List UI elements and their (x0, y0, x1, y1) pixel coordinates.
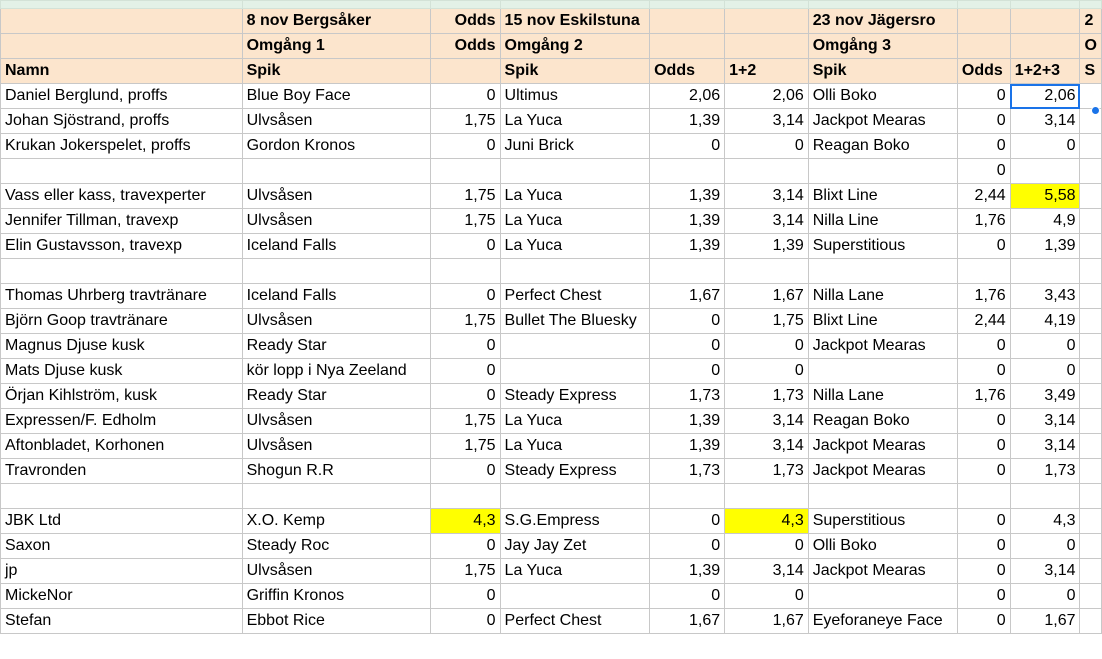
cell-spik1[interactable]: Steady Roc (242, 534, 430, 559)
cell-spik2[interactable]: La Yuca (500, 209, 650, 234)
cell-name[interactable]: Expressen/F. Edholm (1, 409, 243, 434)
strip-cell (431, 1, 500, 9)
cell-spik3[interactable]: Olli Boko (808, 534, 957, 559)
header-cell-name[interactable] (1, 34, 243, 59)
header-cell-odds1[interactable]: Odds (431, 9, 500, 34)
cell-name[interactable] (1, 484, 243, 509)
cell-spik1[interactable] (242, 159, 430, 184)
cell-spik2[interactable]: Ultimus (500, 84, 650, 109)
header-cell-spik2[interactable]: Spik (500, 59, 650, 84)
cell-name[interactable]: Krukan Jokerspelet, proffs (1, 134, 243, 159)
cell-odds1[interactable] (431, 159, 500, 184)
cell-next[interactable] (1080, 334, 1102, 359)
cell-spik3[interactable] (808, 159, 957, 184)
cell-odds1[interactable] (431, 484, 500, 509)
cell-odds2[interactable] (650, 259, 725, 284)
cell-odds1[interactable]: 1,75 (431, 209, 500, 234)
cell-sum12[interactable]: 3,14 (725, 209, 809, 234)
cell-sum123[interactable]: 4,3 (1010, 509, 1080, 534)
cell-spik1[interactable]: Ebbot Rice (242, 609, 430, 634)
cell-name[interactable]: Saxon (1, 534, 243, 559)
cell-odds1[interactable]: 0 (431, 334, 500, 359)
cell-spik1[interactable]: Ulvsåsen (242, 184, 430, 209)
cell-sum12[interactable]: 0 (725, 534, 809, 559)
cell-name[interactable]: Stefan (1, 609, 243, 634)
cell-sum123[interactable] (1010, 259, 1080, 284)
header-cell-spik3[interactable]: Spik (808, 59, 957, 84)
cell-sum123[interactable]: 3,43 (1010, 284, 1080, 309)
cell-name[interactable] (1, 159, 243, 184)
cell-odds3[interactable]: 2,44 (957, 309, 1010, 334)
cell-name[interactable]: MickeNor (1, 584, 243, 609)
cell-next[interactable] (1080, 534, 1102, 559)
cell-spik3[interactable]: Blixt Line (808, 309, 957, 334)
table-row (1, 509, 1102, 534)
cell-odds2[interactable]: 1,39 (650, 184, 725, 209)
cell-sum123[interactable]: 0 (1010, 334, 1080, 359)
cell-spik2[interactable] (500, 259, 650, 284)
cell-sum12[interactable]: 0 (725, 334, 809, 359)
header-cell-sum12[interactable] (725, 9, 809, 34)
cell-odds1[interactable]: 0 (431, 459, 500, 484)
header-cell-spik1[interactable]: Spik (242, 59, 430, 84)
cell-sum123[interactable]: 2,06 (1010, 84, 1080, 109)
strip-cell (1080, 1, 1102, 9)
cell-spik2[interactable]: Juni Brick (500, 134, 650, 159)
cell-sum123[interactable]: 0 (1010, 534, 1080, 559)
table-row (1, 309, 1102, 334)
header-cell-odds3[interactable] (957, 9, 1010, 34)
cell-spik2[interactable]: La Yuca (500, 234, 650, 259)
cell-sum12[interactable]: 0 (725, 359, 809, 384)
cell-odds3[interactable]: 2,44 (957, 184, 1010, 209)
cell-spik1[interactable]: kör lopp i Nya Zeeland (242, 359, 430, 384)
cell-odds1[interactable]: 0 (431, 584, 500, 609)
cell-sum123[interactable]: 3,49 (1010, 384, 1080, 409)
cell-odds2[interactable]: 0 (650, 334, 725, 359)
cell-next[interactable] (1080, 559, 1102, 584)
cell-sum12[interactable]: 1,67 (725, 284, 809, 309)
cell-odds2[interactable]: 0 (650, 309, 725, 334)
cell-sum12[interactable]: 3,14 (725, 434, 809, 459)
header-cell-odds1[interactable] (431, 59, 500, 84)
cell-odds1[interactable]: 0 (431, 84, 500, 109)
cell-sum123[interactable]: 4,19 (1010, 309, 1080, 334)
cell-odds2[interactable]: 1,39 (650, 209, 725, 234)
header-cell-odds3[interactable] (957, 34, 1010, 59)
cell-odds2[interactable]: 0 (650, 134, 725, 159)
cell-spik3[interactable] (808, 484, 957, 509)
strip-cell (725, 1, 809, 9)
cell-odds2[interactable]: 1,39 (650, 559, 725, 584)
cell-spik3[interactable]: Olli Boko (808, 84, 957, 109)
cell-name[interactable]: Johan Sjöstrand, proffs (1, 109, 243, 134)
cell-name[interactable]: Mats Djuse kusk (1, 359, 243, 384)
cell-spik3[interactable]: Jackpot Mearas (808, 109, 957, 134)
cell-spik3[interactable]: Superstitious (808, 234, 957, 259)
cell-odds1[interactable]: 0 (431, 134, 500, 159)
cell-sum12[interactable]: 1,73 (725, 459, 809, 484)
header-cell-odds2[interactable]: Odds (650, 59, 725, 84)
cell-spik3[interactable]: Blixt Line (808, 184, 957, 209)
table-row (1, 334, 1102, 359)
cell-odds2[interactable] (650, 159, 725, 184)
cell-next[interactable] (1080, 84, 1102, 109)
cell-spik1[interactable] (242, 484, 430, 509)
cell-next[interactable] (1080, 159, 1102, 184)
cell-spik1[interactable]: X.O. Kemp (242, 509, 430, 534)
frozen-strip (1, 1, 1102, 9)
table-row (1, 284, 1102, 309)
header-cell-sum123[interactable] (1010, 9, 1080, 34)
header-cell-name[interactable]: Namn (1, 59, 243, 84)
cell-name[interactable]: Vass eller kass, travexperter (1, 184, 243, 209)
cell-sum12[interactable]: 4,3 (725, 509, 809, 534)
cell-odds2[interactable] (650, 484, 725, 509)
table-row (1, 359, 1102, 384)
cell-odds1[interactable]: 1,75 (431, 309, 500, 334)
cell-sum12[interactable]: 0 (725, 134, 809, 159)
cell-name[interactable]: Elin Gustavsson, travexp (1, 234, 243, 259)
cell-odds2[interactable]: 1,67 (650, 609, 725, 634)
cell-spik2[interactable]: La Yuca (500, 409, 650, 434)
cell-sum123[interactable]: 5,58 (1010, 184, 1080, 209)
cell-odds1[interactable]: 1,75 (431, 184, 500, 209)
cell-sum12[interactable] (725, 159, 809, 184)
cell-sum123[interactable]: 0 (1010, 134, 1080, 159)
cell-name[interactable] (1, 259, 243, 284)
cell-spik2[interactable]: La Yuca (500, 559, 650, 584)
cell-spik1[interactable]: Ulvsåsen (242, 109, 430, 134)
cell-spik1[interactable]: Blue Boy Face (242, 84, 430, 109)
cell-spik3[interactable] (808, 584, 957, 609)
cell-spik3[interactable]: Reagan Boko (808, 409, 957, 434)
header-cell-spik2[interactable]: 15 nov Eskilstuna (500, 9, 650, 34)
cell-odds3[interactable]: 0 (957, 559, 1010, 584)
cell-odds2[interactable]: 0 (650, 509, 725, 534)
header-cell-next[interactable]: 2 (1080, 9, 1102, 34)
cell-next[interactable] (1080, 459, 1102, 484)
table-row (1, 459, 1102, 484)
cell-spik1[interactable]: Iceland Falls (242, 234, 430, 259)
cell-odds3[interactable]: 0 (957, 84, 1010, 109)
table-row (1, 534, 1102, 559)
strip-cell (1, 1, 243, 9)
cell-name[interactable]: Magnus Djuse kusk (1, 334, 243, 359)
cell-odds1[interactable]: 1,75 (431, 409, 500, 434)
cell-name[interactable]: Thomas Uhrberg travtränare (1, 284, 243, 309)
cell-odds3[interactable]: 0 (957, 534, 1010, 559)
cell-odds2[interactable]: 0 (650, 359, 725, 384)
cell-odds1[interactable] (431, 259, 500, 284)
cell-spik2[interactable]: La Yuca (500, 434, 650, 459)
cell-sum12[interactable]: 2,06 (725, 84, 809, 109)
cell-sum123[interactable]: 3,14 (1010, 559, 1080, 584)
cell-next[interactable] (1080, 209, 1102, 234)
cell-spik1[interactable]: Ulvsåsen (242, 409, 430, 434)
cell-spik3[interactable]: Jackpot Mearas (808, 334, 957, 359)
cell-name[interactable]: Björn Goop travtränare (1, 309, 243, 334)
cell-sum123[interactable]: 3,14 (1010, 109, 1080, 134)
cell-next[interactable] (1080, 409, 1102, 434)
cell-spik1[interactable]: Ulvsåsen (242, 434, 430, 459)
table-row (1, 234, 1102, 259)
cell-next[interactable] (1080, 509, 1102, 534)
table-row (1, 259, 1102, 284)
cell-spik3[interactable]: Superstitious (808, 509, 957, 534)
cell-sum12[interactable]: 3,14 (725, 409, 809, 434)
cell-next[interactable] (1080, 259, 1102, 284)
cell-sum123[interactable]: 3,14 (1010, 434, 1080, 459)
cell-name[interactable]: Aftonbladet, Korhonen (1, 434, 243, 459)
cell-odds3[interactable]: 1,76 (957, 284, 1010, 309)
cell-spik3[interactable]: Nilla Lane (808, 384, 957, 409)
cell-next[interactable] (1080, 134, 1102, 159)
cell-spik3[interactable]: Nilla Lane (808, 284, 957, 309)
strip-cell (500, 1, 650, 9)
cell-spik1[interactable]: Gordon Kronos (242, 134, 430, 159)
cell-sum12[interactable]: 1,75 (725, 309, 809, 334)
cell-spik1[interactable]: Iceland Falls (242, 284, 430, 309)
cell-spik3[interactable]: Nilla Line (808, 209, 957, 234)
header-cell-odds2[interactable] (650, 34, 725, 59)
cell-spik3[interactable] (808, 259, 957, 284)
table-row (1, 209, 1102, 234)
cell-next[interactable] (1080, 309, 1102, 334)
cell-sum12[interactable]: 0 (725, 584, 809, 609)
cell-odds1[interactable]: 0 (431, 284, 500, 309)
cell-sum123[interactable]: 4,9 (1010, 209, 1080, 234)
cell-spik3[interactable]: Jackpot Mearas (808, 459, 957, 484)
cell-sum123[interactable]: 1,73 (1010, 459, 1080, 484)
cell-name[interactable]: JBK Ltd (1, 509, 243, 534)
cell-odds3[interactable]: 0 (957, 109, 1010, 134)
header-cell-spik3[interactable]: 23 nov Jägersro (808, 9, 957, 34)
cell-next[interactable] (1080, 434, 1102, 459)
cell-sum12[interactable]: 1,39 (725, 234, 809, 259)
cell-odds1[interactable]: 0 (431, 534, 500, 559)
cell-odds3[interactable]: 0 (957, 509, 1010, 534)
header-cell-next[interactable]: O (1080, 34, 1102, 59)
cell-odds3[interactable]: 0 (957, 159, 1010, 184)
cell-spik2[interactable]: La Yuca (500, 109, 650, 134)
cell-spik1[interactable]: Ready Star (242, 334, 430, 359)
table-row (1, 384, 1102, 409)
cell-odds3[interactable]: 0 (957, 459, 1010, 484)
cell-spik3[interactable] (808, 359, 957, 384)
header-cell-odds1[interactable]: Odds (431, 34, 500, 59)
cell-sum12[interactable]: 1,73 (725, 384, 809, 409)
cell-spik1[interactable] (242, 259, 430, 284)
cell-odds2[interactable]: 0 (650, 584, 725, 609)
table-row (1, 559, 1102, 584)
cell-odds3[interactable]: 0 (957, 434, 1010, 459)
cell-odds3[interactable] (957, 484, 1010, 509)
cell-spik3[interactable]: Reagan Boko (808, 134, 957, 159)
cell-name[interactable]: Travronden (1, 459, 243, 484)
cell-odds1[interactable]: 0 (431, 234, 500, 259)
header-cell-name[interactable] (1, 9, 243, 34)
header-cell-sum123[interactable] (1010, 34, 1080, 59)
header-cell-sum123[interactable]: 1+2+3 (1010, 59, 1080, 84)
header-cell-odds3[interactable]: Odds (957, 59, 1010, 84)
cell-odds1[interactable]: 0 (431, 609, 500, 634)
cell-sum123[interactable]: 1,39 (1010, 234, 1080, 259)
cell-odds2[interactable]: 1,39 (650, 409, 725, 434)
cell-odds2[interactable]: 1,73 (650, 384, 725, 409)
cell-odds1[interactable]: 4,3 (431, 509, 500, 534)
header-row (1, 59, 1102, 84)
cell-odds2[interactable]: 1,39 (650, 109, 725, 134)
cell-odds3[interactable]: 0 (957, 234, 1010, 259)
strip-cell (242, 1, 430, 9)
cell-spik1[interactable]: Ready Star (242, 384, 430, 409)
cell-spik2[interactable]: Jay Jay Zet (500, 534, 650, 559)
cell-spik2[interactable] (500, 359, 650, 384)
header-cell-spik2[interactable]: Omgång 2 (500, 34, 650, 59)
cell-odds1[interactable]: 1,75 (431, 559, 500, 584)
cell-spik2[interactable] (500, 584, 650, 609)
cell-odds3[interactable]: 1,76 (957, 209, 1010, 234)
cell-spik3[interactable]: Jackpot Mearas (808, 559, 957, 584)
cell-name[interactable]: Örjan Kihlström, kusk (1, 384, 243, 409)
cell-odds3[interactable] (957, 259, 1010, 284)
table-row (1, 184, 1102, 209)
cell-next[interactable] (1080, 184, 1102, 209)
cell-sum12[interactable]: 1,67 (725, 609, 809, 634)
cell-spik1[interactable]: Shogun R.R (242, 459, 430, 484)
header-cell-sum12[interactable]: 1+2 (725, 59, 809, 84)
cell-odds2[interactable]: 1,73 (650, 459, 725, 484)
cell-sum12[interactable] (725, 484, 809, 509)
strip-cell (650, 1, 725, 9)
header-cell-spik1[interactable]: 8 nov Bergsåker (242, 9, 430, 34)
cell-spik1[interactable]: Ulvsåsen (242, 209, 430, 234)
cell-sum123[interactable] (1010, 484, 1080, 509)
cell-odds2[interactable]: 1,39 (650, 234, 725, 259)
cell-name[interactable]: Daniel Berglund, proffs (1, 84, 243, 109)
cell-spik3[interactable]: Jackpot Mearas (808, 434, 957, 459)
strip-cell (808, 1, 957, 9)
cell-sum12[interactable] (725, 259, 809, 284)
cell-sum12[interactable]: 3,14 (725, 184, 809, 209)
cell-spik2[interactable]: Steady Express (500, 384, 650, 409)
cell-odds3[interactable]: 0 (957, 134, 1010, 159)
cell-odds2[interactable]: 1,39 (650, 434, 725, 459)
strip-cell (957, 1, 1010, 9)
table-row (1, 609, 1102, 634)
cell-spik2[interactable]: Perfect Chest (500, 609, 650, 634)
table-row (1, 584, 1102, 609)
cell-odds3[interactable]: 0 (957, 334, 1010, 359)
cell-spik2[interactable]: Steady Express (500, 459, 650, 484)
cell-sum123[interactable] (1010, 159, 1080, 184)
cell-spik2[interactable] (500, 334, 650, 359)
cell-odds3[interactable]: 1,76 (957, 384, 1010, 409)
table-row (1, 84, 1102, 109)
selection-fill-handle[interactable] (1091, 106, 1100, 115)
cell-spik3[interactable]: Eyeforaneye Face (808, 609, 957, 634)
table-row (1, 409, 1102, 434)
cell-next[interactable] (1080, 484, 1102, 509)
cell-sum123[interactable]: 0 (1010, 584, 1080, 609)
cell-odds1[interactable]: 1,75 (431, 109, 500, 134)
table-row (1, 134, 1102, 159)
cell-spik2[interactable]: S.G.Empress (500, 509, 650, 534)
cell-spik1[interactable]: Griffin Kronos (242, 584, 430, 609)
header-row (1, 9, 1102, 34)
header-cell-sum12[interactable] (725, 34, 809, 59)
cell-odds2[interactable]: 1,67 (650, 284, 725, 309)
cell-next[interactable] (1080, 359, 1102, 384)
table-row (1, 159, 1102, 184)
cell-spik1[interactable]: Ulvsåsen (242, 309, 430, 334)
cell-odds1[interactable]: 0 (431, 359, 500, 384)
cell-spik2[interactable] (500, 484, 650, 509)
cell-odds2[interactable]: 0 (650, 534, 725, 559)
cell-next[interactable] (1080, 609, 1102, 634)
cell-next[interactable] (1080, 584, 1102, 609)
cell-odds2[interactable]: 2,06 (650, 84, 725, 109)
header-cell-spik1[interactable]: Omgång 1 (242, 34, 430, 59)
cell-next[interactable] (1080, 384, 1102, 409)
cell-odds3[interactable]: 0 (957, 359, 1010, 384)
table-row (1, 109, 1102, 134)
cell-odds3[interactable]: 0 (957, 409, 1010, 434)
header-row (1, 34, 1102, 59)
strip-cell (1010, 1, 1080, 9)
cell-spik2[interactable]: Bullet The Bluesky (500, 309, 650, 334)
cell-sum123[interactable]: 1,67 (1010, 609, 1080, 634)
cell-odds1[interactable]: 1,75 (431, 434, 500, 459)
cell-sum123[interactable]: 0 (1010, 359, 1080, 384)
cell-next[interactable] (1080, 234, 1102, 259)
cell-name[interactable]: jp (1, 559, 243, 584)
cell-sum123[interactable]: 3,14 (1010, 409, 1080, 434)
cell-sum12[interactable]: 3,14 (725, 109, 809, 134)
cell-spik1[interactable]: Ulvsåsen (242, 559, 430, 584)
cell-odds3[interactable]: 0 (957, 609, 1010, 634)
cell-name[interactable]: Jennifer Tillman, travexp (1, 209, 243, 234)
header-cell-spik3[interactable]: Omgång 3 (808, 34, 957, 59)
cell-sum12[interactable]: 3,14 (725, 559, 809, 584)
header-cell-odds2[interactable] (650, 9, 725, 34)
cell-spik2[interactable] (500, 159, 650, 184)
table-row (1, 434, 1102, 459)
cell-odds1[interactable]: 0 (431, 384, 500, 409)
cell-spik2[interactable]: Perfect Chest (500, 284, 650, 309)
cell-odds3[interactable]: 0 (957, 584, 1010, 609)
cell-spik2[interactable]: La Yuca (500, 184, 650, 209)
header-cell-next[interactable]: S (1080, 59, 1102, 84)
table-row (1, 484, 1102, 509)
cell-next[interactable] (1080, 284, 1102, 309)
